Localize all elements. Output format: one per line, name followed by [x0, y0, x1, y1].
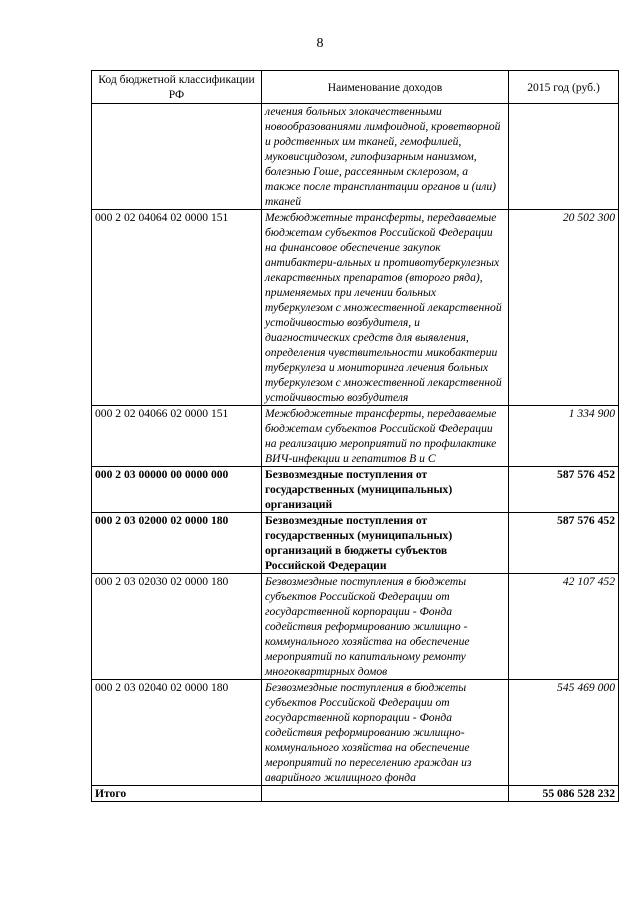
table-row	[92, 210, 619, 406]
table-row	[92, 680, 619, 786]
row-amount: 587 576 452	[509, 513, 619, 574]
table-row	[92, 406, 619, 467]
row-amount: 1 334 900	[509, 406, 619, 467]
row-amount: 545 469 000	[509, 680, 619, 786]
page-number: 8	[316, 36, 324, 51]
row-code: 000 2 03 02000 02 0000 180	[92, 513, 262, 574]
header-code: Код бюджетной классификации РФ	[92, 71, 262, 104]
table-row	[92, 574, 619, 680]
row-code: 000 2 03 02030 02 0000 180	[92, 574, 262, 680]
total-label: Итого	[92, 786, 262, 802]
header-amount: 2015 год (руб.)	[509, 71, 619, 104]
row-name: лечения больных злокачественными новообразованиями лимфоидной, кроветворной и родственных им тканей, гемофилией, муковисцидозом, гипофизарным нанизмом, болезнью Гоше, рассеянным склерозом, а также после трансплантации органов и (или) тканей	[262, 104, 509, 210]
table-row	[92, 467, 619, 513]
row-amount	[509, 104, 619, 210]
row-code: 000 2 02 04066 02 0000 151	[92, 406, 262, 467]
row-amount: 587 576 452	[509, 467, 619, 513]
table-body	[92, 104, 619, 802]
total-amount: 55 086 528 232	[509, 786, 619, 802]
row-name: Безвозмездные поступления в бюджеты субъектов Российской Федерации от государственной корпорации - Фонда содействия реформированию жилищно - коммунального хозяйства на обеспечение мероприятий по капитальному ремонту многоквартирных домов	[262, 574, 509, 680]
total-name-empty	[262, 786, 509, 802]
table-header-row	[92, 71, 619, 104]
total-row	[92, 786, 619, 802]
row-name: Межбюджетные трансферты, передаваемые бюджетам субъектов Российской Федерации на реализацию мероприятий по профилактике ВИЧ-инфекции и гепатитов В и С	[262, 406, 509, 467]
row-name: Безвозмездные поступления от государственных (муниципальных) организаций в бюджеты субъектов Российской Федерации	[262, 513, 509, 574]
table-row	[92, 104, 619, 210]
header-name: Наименование доходов	[262, 71, 509, 104]
row-code: 000 2 02 04064 02 0000 151	[92, 210, 262, 406]
table-row	[92, 513, 619, 574]
budget-income-table	[91, 70, 619, 802]
row-name: Межбюджетные трансферты, передаваемые бюджетам субъектов Российской Федерации на финансовое обеспечение закупок антибактери-альных и противотуберкулезных лекарственных препаратов (второго ряда), применяемых при лечении больных туберкулезом с множественной лекарственной устойчивостью возбудителя, и диагностических средств для выявления, определения чувствительности микобактерии туберкулеза и мониторинга лечения больных туберкулезом с множественной лекарственной устойчивостью возбудителя	[262, 210, 509, 406]
row-name: Безвозмездные поступления в бюджеты субъектов Российской Федерации от государственной корпорации - Фонда содействия реформированию жилищно-коммунального хозяйства на обеспечение мероприятий по переселению граждан из аварийного жилищного фонда	[262, 680, 509, 786]
row-amount: 42 107 452	[509, 574, 619, 680]
row-amount: 20 502 300	[509, 210, 619, 406]
row-code: 000 2 03 02040 02 0000 180	[92, 680, 262, 786]
row-code: 000 2 03 00000 00 0000 000	[92, 467, 262, 513]
row-name: Безвозмездные поступления от государственных (муниципальных) организаций	[262, 467, 509, 513]
row-code	[92, 104, 262, 210]
